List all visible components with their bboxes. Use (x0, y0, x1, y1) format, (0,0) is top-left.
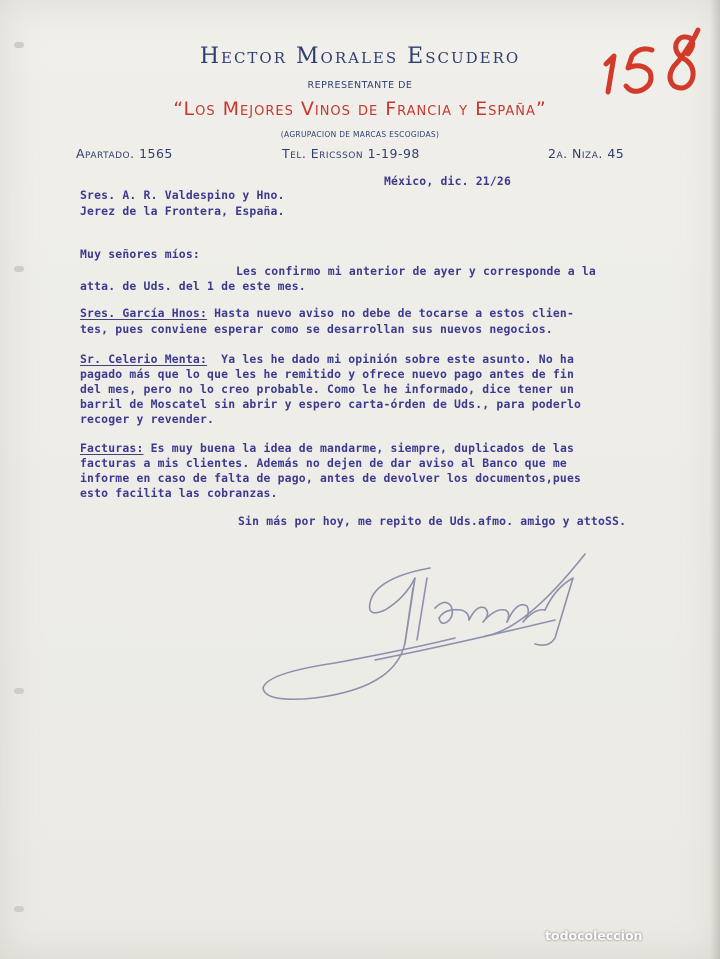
section-text: Ya les he dado mi opinión sobre este asunto. No ha (207, 352, 575, 366)
section-label: Sr. Celerio Menta: (80, 352, 208, 366)
paragraph-line: esto facilita las cobranzas. (80, 486, 278, 500)
paragraph-line: del mes, pero no lo creo probable. Como le he informado, dice tener un (80, 382, 575, 396)
paragraph-line: recoger y revender. (80, 412, 215, 426)
paragraph-line (80, 441, 574, 455)
recipient-name: Sres. A. R. Valdespino y Hno. (80, 188, 285, 202)
closing-line: Sin más por hoy, me repito de Uds.afmo. amigo y attoSS. (238, 514, 627, 528)
paragraph-line: informe en caso de falta de pago, antes de devolver los documentos,pues (80, 471, 582, 485)
letter-date: México, dic. 21/26 (384, 174, 512, 188)
paragraph-line: pagado más que lo que les he remitido y ofrece nuevo pago antes de fin (80, 367, 575, 381)
paragraph-line (80, 306, 574, 320)
recipient-address: Jerez de la Frontera, España. (80, 204, 285, 218)
letterhead-name: Hector Morales Escudero (199, 44, 521, 69)
letterhead-representative: REPRESENTANTE DE (307, 80, 413, 91)
paragraph-line (80, 352, 574, 366)
paper-edge (710, 0, 720, 959)
letterhead-telephone: Tel. Ericsson 1-19-98 (282, 146, 420, 161)
binder-hole (14, 906, 24, 912)
binder-hole (14, 688, 24, 694)
signature (255, 548, 600, 718)
binder-hole (14, 266, 24, 272)
handwritten-number (600, 16, 710, 101)
letterhead-grouping: (AGRUPACION DE MARCAS ESCOGIDAS) (280, 130, 440, 139)
letterhead-apartado: Apartado. 1565 (76, 146, 173, 161)
watermark: todocoleccion (545, 928, 643, 943)
section-label: Sres. García Hnos: (80, 306, 208, 320)
paragraph-line: atta. de Uds. del 1 de este mes. (80, 279, 306, 293)
section-label: Facturas: (80, 441, 144, 455)
letterhead-address: 2a. Niza. 45 (548, 146, 625, 161)
paragraph-line: Les confirmo mi anterior de ayer y corresponde a la (236, 264, 596, 278)
paragraph-line: tes, pues conviene esperar como se desarrollan sus nuevos negocios. (80, 322, 553, 336)
paragraph-line: facturas a mis clientes. Además no dejen de dar aviso al Banco que me (80, 456, 567, 470)
letterhead-brand: “Los Mejores Vinos de Francia y España” (173, 98, 547, 120)
salutation: Muy señores míos: (80, 247, 200, 261)
section-text: Hasta nuevo aviso no debe de tocarse a estos clien- (207, 306, 575, 320)
paragraph-line: barril de Moscatel sin abrir y espero carta-órden de Uds., para poderlo (80, 397, 582, 411)
section-text: Es muy buena la idea de mandarme, siempre, duplicados de las (143, 441, 575, 455)
